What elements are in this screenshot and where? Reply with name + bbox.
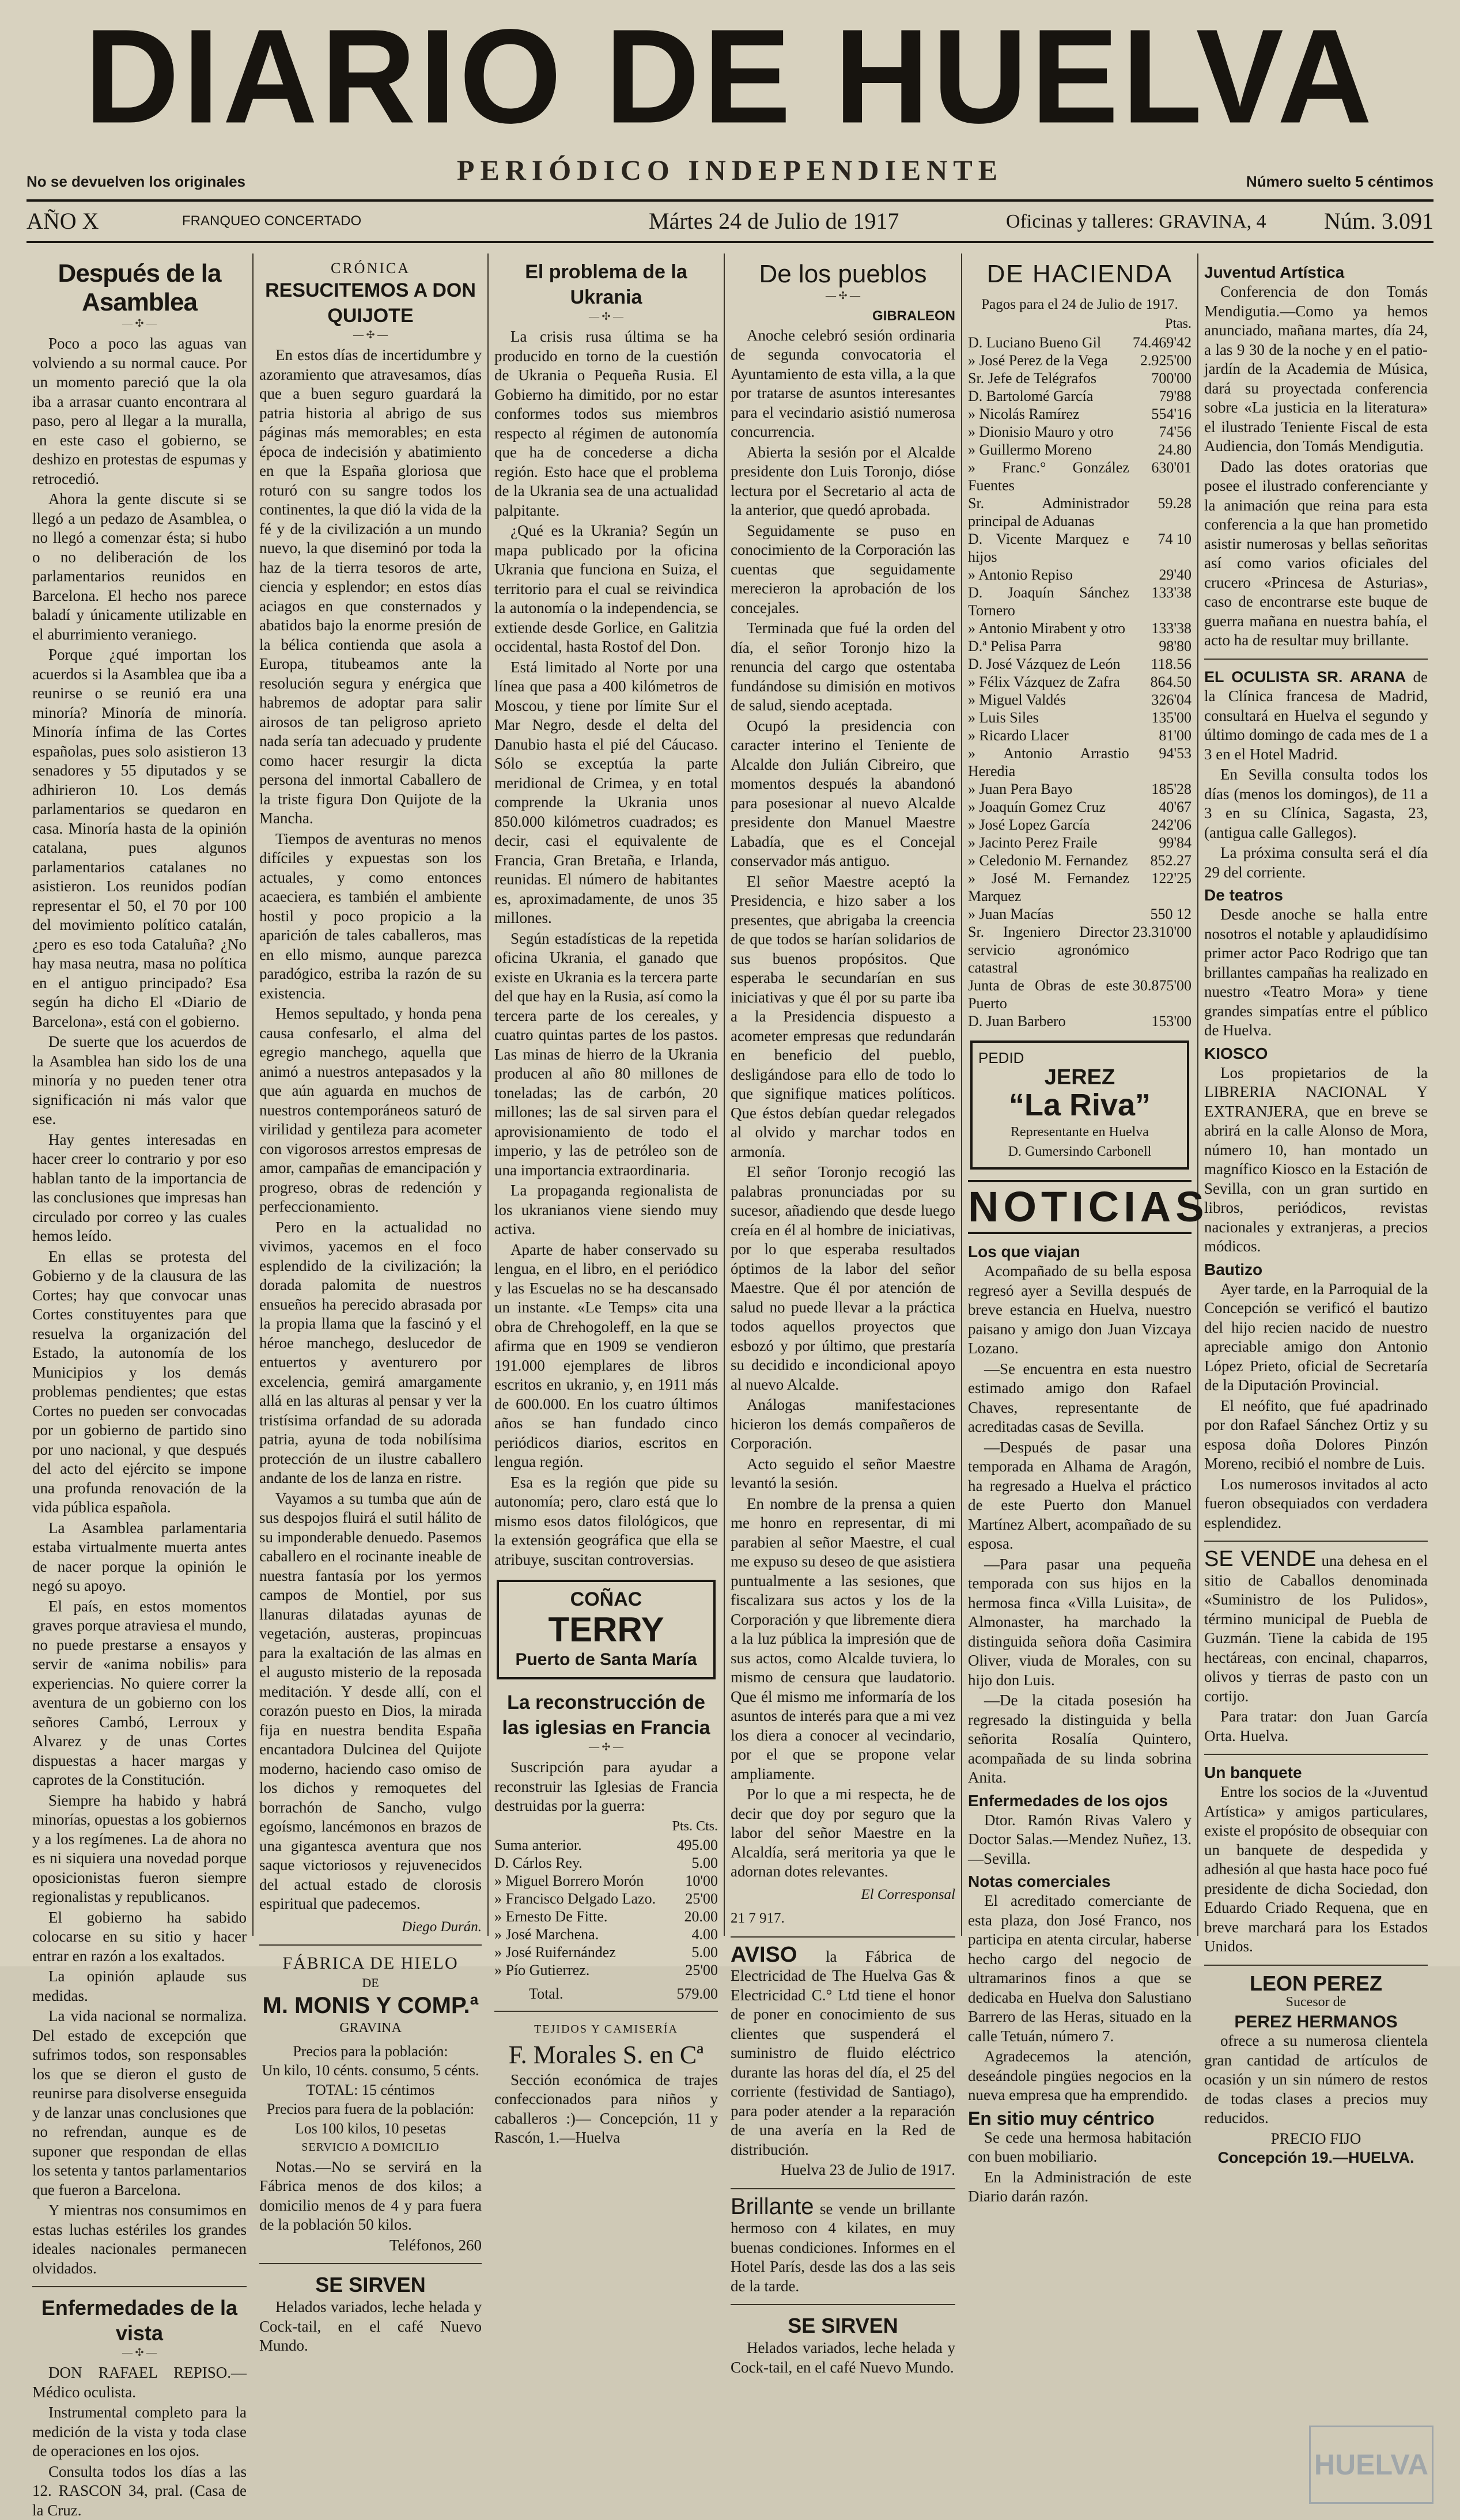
table-row bbox=[968, 655, 1192, 673]
morales-ad bbox=[494, 2020, 718, 2071]
paragraph: —De la citada posesión ha regresado la distinguida y bella señorita Rosalía Quintero, acompañada de su linda sobrina Anita. bbox=[968, 1691, 1192, 1788]
ice-factory-ad bbox=[259, 1954, 482, 2158]
table-row bbox=[968, 905, 1192, 923]
paragraph: En nombre de la prensa a quien me honro en representar, di mi parabien al señor Maestre, el cual me expuso su deseo de que asistiera puntualmente a las sesiones, que fiscalizara sus actos y los de la Corporación y que libremente diera a la luz pública la impresión que de sus actos, como Alcalde tuviera, lo mismo de censura que laudatorio. Que él mismo me informaría de los asuntos de interés para que a mi vez los diera a conocer al vecindario, por el que se propone velar ampliamente. bbox=[731, 1494, 955, 1784]
payee-name: » Miguel Valdés bbox=[968, 691, 1129, 709]
payments-intro: Pagos para el 24 de Julio de 1917. bbox=[968, 295, 1192, 315]
vende-notice bbox=[1204, 1550, 1428, 1706]
paragraph: La opinión aplaude sus medidas. bbox=[32, 1967, 247, 2006]
article-headline: Enfermedades de la vista bbox=[32, 2295, 247, 2346]
originals-note: No se devuelven los originales bbox=[27, 173, 245, 191]
oculist-text: de la Clínica francesa de Madrid, consultará en Huelva el segundo y último domingo de cada mes de 1 a 3 en el Hotel Madrid. bbox=[1204, 668, 1428, 763]
table-row bbox=[968, 530, 1192, 566]
payee-name: » Ricardo Llacer bbox=[968, 727, 1129, 744]
paragraph: Acto seguido el señor Maestre levantó la sesión. bbox=[731, 1455, 955, 1493]
column-1 bbox=[27, 259, 252, 1942]
payment-amount: 99'84 bbox=[1129, 834, 1192, 852]
paragraph: Poco a poco las aguas van volviendo a su normal cauce. Por un momento pareció que la ola iba a arrasar cuanto encontrara al paso, pero al llegar a la muralla, en este caso el gobierno, se deshizo en protestas de espumas y retrocedió. bbox=[32, 334, 247, 489]
paragraph: Hemos sepultado, y honda pena causa confesarlo, el alma del egregio manchego, aquella que animó a nuestros antepasados y la que aún aguarda en muchos de nuestros contemporáneos saturó de virilidad y gentileza para acometer con vigorosos arrestos empresas de amor, campañas de emancipación y progreso, obras de redención y perfeccionamiento. bbox=[259, 1004, 482, 1217]
section-heading: En sitio muy céntrico bbox=[968, 2109, 1192, 2128]
paragraph: —Para pasar una pequeña temporada con sus hijos en la hermosa finca «Villa Luisita», de Almonaster, ha marchado la distinguida señora doña Casimira Oliver, viuda de Morales, con su hijo don Luis. bbox=[968, 1555, 1192, 1690]
payment-amount: 98'80 bbox=[1129, 637, 1192, 655]
payments-table bbox=[968, 334, 1192, 1030]
payee-name: D. Luciano Bueno Gil bbox=[968, 334, 1129, 351]
column-4 bbox=[725, 259, 961, 1942]
table-row: D. Cárlos Rey. 5.00 bbox=[494, 1854, 718, 1872]
paragraph: El señor Maestre aceptó la Presidencia, e hizo saber a los presentes, que abrigaba la creencia de que todos se harían solidarios de sus buenos propósitos. Que esperaba le secundarían en sus iniciativas y que él por su parte iba a la Presidencia dispuesto a acometer empresas que redundarán en beneficio del pueblo, desligándose para ello de todo lo que signifique matices políticos. Que éstos debían quedar relegados al olvido y marchar todos en armonía. bbox=[731, 872, 955, 1162]
table-row bbox=[968, 923, 1192, 977]
table-row: » Ernesto De Fitte. 20.00 bbox=[494, 1908, 718, 1925]
ad-total: TOTAL: 15 céntimos bbox=[259, 2080, 482, 2100]
separator bbox=[1204, 1754, 1428, 1755]
ad-line: Puerto de Santa María bbox=[505, 1650, 708, 1670]
payment-amount: 79'88 bbox=[1129, 387, 1192, 405]
paragraph: Siempre ha habido y habrá minorías, opuestas a los gobiernos y a los regímenes. La de ahora no es ni siquiera una novedad porque oposicionistas fueron siempre regionalistas y republicanos. bbox=[32, 1791, 247, 1907]
table-row bbox=[968, 744, 1192, 780]
payee-name: » Antonio Mirabent y otro bbox=[968, 619, 1129, 637]
ad-jerez: JEREZ bbox=[978, 1068, 1181, 1088]
payee-name: Junta de Obras de este Puerto bbox=[968, 977, 1129, 1012]
payee-name: D.ª Pelisa Parra bbox=[968, 637, 1129, 655]
paragraph: La propaganda regionalista de los ukranianos viene siendo muy activa. bbox=[494, 1181, 718, 1239]
paragraph: El gobierno ha sabido colocarse en su sitio y hacer entrar en razón a los exaltados. bbox=[32, 1908, 247, 1966]
separator bbox=[731, 2304, 955, 2305]
separator bbox=[1204, 659, 1428, 660]
paragraph: ofrece a su numerosa clientela gran cantidad de artículos de ocasión y un sin número de restos de todas clases a precios muy reducidos. bbox=[1204, 2031, 1428, 2128]
ad-price: PRECIO FIJO bbox=[1204, 2129, 1428, 2149]
table-row bbox=[968, 441, 1192, 459]
table-row bbox=[968, 834, 1192, 852]
payee-name: Sr. Administrador principal de Aduanas bbox=[968, 494, 1129, 530]
ad-rep: Representante en Huelva bbox=[978, 1123, 1181, 1142]
separator bbox=[259, 1944, 482, 1946]
table-row bbox=[968, 334, 1192, 351]
column-5 bbox=[962, 259, 1197, 1942]
paragraph: El país, en estos momentos graves porque atraviesa el mundo, no puede prestarse a ensayos y servir de «anima nobilis» para experiencias. No quiere correr la aventura de un gobierno con los señores Cambó, Lerroux y Alvarez y de unas Cortes dispuestas a hacer margas y caprotes de la Constitución. bbox=[32, 1597, 247, 1790]
ornament: — ✣ — bbox=[32, 2347, 247, 2358]
table-row bbox=[968, 387, 1192, 405]
ad-pedid: PEDID bbox=[978, 1049, 1181, 1068]
section-kicker: CRÓNICA bbox=[259, 259, 482, 278]
table-row: » José Ruifernández 5.00 bbox=[494, 1943, 718, 1961]
payment-amount: 23.310'00 bbox=[1129, 923, 1192, 977]
paragraph: La vida nacional se normaliza. Del estado de excepción que sufrimos todos, son responsables los que se dieron el gusto de reunirse para disolverse enseguida y de lanzar unas conclusiones que no refrendan, aunque es de suponer que respondan de ellas los setenta y tantos parlamentarios que fueron a Barcelona. bbox=[32, 2007, 247, 2200]
payee-name: » Guillermo Moreno bbox=[968, 441, 1129, 459]
paragraph: Y mientras nos consumimos en estas luchas estériles los grandes ideales nacionales permanecen olvidados. bbox=[32, 2201, 247, 2278]
paragraph: Anoche celebró sesión ordinaria de segunda convocatoria el Ayuntamiento de esta villa, a la que por tratarse de asuntos interesantes para el vecindario asistió numerosa concurrencia. bbox=[731, 326, 955, 442]
payment-amount: 326'04 bbox=[1129, 691, 1192, 709]
paragraph: Helados variados, leche helada y Cock-tail, en el café Nuevo Mundo. bbox=[259, 2298, 482, 2356]
table-row bbox=[968, 619, 1192, 637]
payment-amount: 74.469'42 bbox=[1129, 334, 1192, 351]
payee-name: » Juan Macías bbox=[968, 905, 1129, 923]
paragraph: La próxima consulta será el día 29 del corriente. bbox=[1204, 843, 1428, 882]
paragraph: Instrumental completo para la medición de la vista y toda clase de operaciones en los ojos. bbox=[32, 2403, 247, 2461]
paragraph: Sección económica de trajes confeccionados para niños y caballeros :)— Concepción, 11 y Rascón, 1.—Huelva bbox=[494, 2071, 718, 2148]
masthead-rule-top bbox=[27, 199, 1433, 202]
paragraph: En ellas se protesta del Gobierno y de la clausura de las Cortes; hay que convocar unas Cortes constituyentes para que resuelva la organización del Estado, la autonomía de los Municipios y los demás problemas pendientes; que estas Cortes no pueden ser convocadas por un gobierno de partido sino por uno nacional, y que después del acto del ejército se impone una profunda renovación de la vida pública española. bbox=[32, 1247, 247, 1518]
payment-amount: 153'00 bbox=[1129, 1012, 1192, 1030]
separator bbox=[1204, 1965, 1428, 1966]
separator bbox=[32, 2286, 247, 2287]
section-heading: Notas comerciales bbox=[968, 1872, 1192, 1891]
ad-name: LEON PEREZ bbox=[1204, 1974, 1428, 1993]
paragraph: En la Administración de este Diario darán razón. bbox=[968, 2168, 1192, 2207]
table-row bbox=[968, 780, 1192, 798]
payment-amount: 2.925'00 bbox=[1129, 351, 1192, 369]
payments-unit: Ptas. bbox=[968, 315, 1192, 334]
payment-amount: 133'38 bbox=[1129, 619, 1192, 637]
noticias-headline: NOTICIAS bbox=[968, 1180, 1192, 1234]
payee-name: D. Vicente Marquez e hijos bbox=[968, 530, 1129, 566]
payee-name: » Jacinto Perez Fraile bbox=[968, 834, 1129, 852]
terry-ad bbox=[497, 1580, 716, 1679]
separator bbox=[259, 2263, 482, 2264]
ornament: — ✣ — bbox=[494, 1742, 718, 1752]
section-heading: KIOSCO bbox=[1204, 1044, 1428, 1064]
paragraph: Notas.—No se servirá en la Fábrica menos de dos kilos; a domicilio menos de 4 y para fuera de la población 50 kilos. bbox=[259, 2158, 482, 2235]
payment-amount: 30.875'00 bbox=[1129, 977, 1192, 1012]
payee-name: » Celedonio M. Fernandez bbox=[968, 852, 1129, 869]
table-row bbox=[968, 852, 1192, 869]
payment-amount: 550 12 bbox=[1129, 905, 1192, 923]
paragraph: Terminada que fué la orden del día, el señor Toronjo hizo la renuncia del cargo que ostentaba fundándose su dimisión en motivos de salud, siendo aceptada. bbox=[731, 619, 955, 716]
payment-amount: 94'53 bbox=[1129, 744, 1192, 780]
payment-amount: 864.50 bbox=[1129, 673, 1192, 691]
paragraph: La crisis rusa última se ha producido en torno de la cuestión de Ukrania o Pequeña Rusia. El Gobierno ha dimitido, por no estar conformes todos sus miembros respecto al régimen de autonomía que ha de concederse a dicha región. Esto hace que el problema de la Ukrania sea de una actualidad palpitante. bbox=[494, 327, 718, 520]
table-row bbox=[968, 869, 1192, 905]
paragraph: Dado las dotes oratorias que posee el ilustrado conferenciante y la animación que reina para esta conferencia a la que han prometido asistir numerosas y bellas señoritas así como varios oficiales del crucero «Princesa de Asturias», caso de encontrarse este buque de guerra mañana en nuestra bahía, el acto ha de resultar muy brillante. bbox=[1204, 457, 1428, 650]
paragraph: Seguidamente se puso en conocimiento de la Corporación las cuentas que seguidamente merecieron la aprobación de los concejales. bbox=[731, 521, 955, 618]
paragraph: El neófito, que fué apadrinado por don Rafael Sánchez Ortiz y su esposa doña Dolores Pinzón Moreno, recibió el nombre de Luis. bbox=[1204, 1397, 1428, 1474]
brillante-notice bbox=[731, 2197, 955, 2296]
masthead-rule-bottom bbox=[27, 241, 1433, 243]
table-row: » José Marchena. 4.00 bbox=[494, 1925, 718, 1943]
section-heading: Los que viajan bbox=[968, 1242, 1192, 1262]
table-row bbox=[968, 566, 1192, 584]
la-riva-ad bbox=[970, 1040, 1189, 1170]
aviso-title: AVISO bbox=[731, 1943, 797, 1967]
paragraph: —Después de pasar una temporada en Alhama de Aragón, ha regresado a Huelva el práctico de este Puerto don Manuel Martínez Albert, acompañado de su esposa. bbox=[968, 1438, 1192, 1554]
ornament: — ✣ — bbox=[32, 318, 247, 328]
place-name: GIBRALEON bbox=[731, 307, 955, 326]
section-heading: Juventud Artística bbox=[1204, 263, 1428, 282]
table-row bbox=[968, 673, 1192, 691]
payee-name: » Joaquín Gomez Cruz bbox=[968, 798, 1129, 816]
payment-amount: 185'28 bbox=[1129, 780, 1192, 798]
ad-address: Concepción 19.—HUELVA. bbox=[1204, 2148, 1428, 2168]
brillante-text: se vende un brillante hermoso con 4 kilates, en muy buenas condiciones. Informes en el Hotel París, desde las dos a las seis de la tarde. bbox=[731, 2200, 955, 2295]
ad-local-prices: Precios para la población: bbox=[259, 2042, 482, 2061]
year: AÑO X bbox=[27, 207, 99, 234]
payee-name: Sr. Jefe de Telégrafos bbox=[968, 369, 1129, 387]
paragraph: ¿Qué es la Ukrania? Según un mapa publicado por la oficina Ukrania que funciona en Suiza, el territorio para el cual se reivindica la autonomía o la independencia, se extiende desde Gorlice, en Galitzia occidental, hasta Rostof del Don. bbox=[494, 521, 718, 657]
payee-name: Sr. Ingeniero Director servicio agronómico catastral bbox=[968, 923, 1129, 977]
article-headline: Después de la Asamblea bbox=[32, 259, 247, 317]
table-row bbox=[968, 727, 1192, 744]
aviso-text: la Fábrica de Electricidad de The Huelva Gas & Electricidad C.° Ltd tiene el honor de poner en conocimiento de sus clientes que suspenderá el suministro de fluido eléctrico durante las horas del día, el 25 del corriente (festividad de Santiago), para poder atender a la reparación de una avería en la Red de distribución. bbox=[731, 1948, 955, 2158]
vende-text: una dehesa en el sitio de Caballos denominada «Suministro de los Pulidos», término municipal de Puebla de Guzmán. Tiene la cabida de 195 hectáreas, con encinal, chaparros, olivos y tierras de pasto con un cortijo. bbox=[1204, 1552, 1428, 1705]
section-heading: Bautizo bbox=[1204, 1260, 1428, 1280]
article-headline: El problema de la Ukrania bbox=[494, 259, 718, 310]
payment-amount: 630'01 bbox=[1129, 459, 1192, 494]
payment-amount: 852.27 bbox=[1129, 852, 1192, 869]
sirven-headline: SE SIRVEN bbox=[731, 2313, 955, 2339]
paragraph: Aparte de haber conservado su lengua, en el libro, en el periódico y las Escuelas no se ha descansado un instante. «Le Temps» cita una obra de Chrehogoleff, en la que se afirma que en 1909 se vendieron 191.000 ejemplares de libros escritos en ukranio, y, en 1911 más de 600.000. En los cuatro últimos años se han fundado cinco periódicos diarios, escritos en lengua región. bbox=[494, 1240, 718, 1472]
article-headline: La reconstrucción de las iglesias en Francia bbox=[494, 1690, 718, 1740]
table-row bbox=[968, 1012, 1192, 1030]
sirven-headline: SE SIRVEN bbox=[259, 2272, 482, 2298]
paragraph: Tiempos de aventuras no menos difíciles y expuestas son los actuales, y como entonces acaeciera, es también el ambiente hostil y poco propicio a la aparición de tales caballeros, mas en ello mismo, aunque parezca paradógico, estriba la razón de su existencia. bbox=[259, 830, 482, 1004]
ad-company: PEREZ HERMANOS bbox=[1204, 2012, 1428, 2032]
brillante-title: Brillante bbox=[731, 2194, 814, 2219]
table-row bbox=[968, 494, 1192, 530]
separator bbox=[494, 2011, 718, 2012]
ad-kicker: TEJIDOS Y CAMISERÍA bbox=[494, 2020, 718, 2040]
payee-name: » José Perez de la Vega bbox=[968, 351, 1129, 369]
leon-perez-ad bbox=[1204, 1974, 1428, 2032]
payment-amount: 24.80 bbox=[1129, 441, 1192, 459]
table-row bbox=[968, 977, 1192, 1012]
aviso-date: Huelva 23 de Julio de 1917. bbox=[731, 2160, 955, 2180]
paragraph: Desde anoche se halla entre nosotros el notable y aplaudidísimo primer actor Paco Rodrigo que tan brillantes campañas ha realizado en nuestro «Teatro Mora» y tiene grandes simpatías entre el público de Huelva. bbox=[1204, 905, 1428, 1040]
price-note: Número suelto 5 céntimos bbox=[1246, 173, 1433, 191]
ad-service: SERVICIO A DOMICILIO bbox=[259, 2138, 482, 2158]
masthead bbox=[27, 0, 1433, 219]
signature: Diego Durán. bbox=[259, 1917, 482, 1937]
table-row: Suma anterior. 495.00 bbox=[494, 1836, 718, 1854]
paragraph: Entre los socios de la «Juventud Artística» y amigos particulares, existe el propósito de obsequiar con un banquete de despedida y adhesión al que hasta hace poco fué presidente de dicha Sociedad, don Eduardo Criado Requena, que en breve marchará para los Estados Unidos. bbox=[1204, 1783, 1428, 1957]
paragraph: Para tratar: don Juan García Orta. Huelva. bbox=[1204, 1707, 1428, 1746]
paragraph: Vayamos a su tumba que aún de sus despojos fluirá el sutil hálito de su imponderable denuedo. Pasemos caballero en el rocinante ineable de nuestra fantasía por los yermos campos de Montiel, por sus llanuras dilatadas ayunas de vegetación, austeras, propincuas para la exaltación de las almas en el augusto misterio de la reposada meditación. Y desde allí, con el corazón puesto en Dios, la mirada fija en nuestra bendita España encantadora Dulcinea del Quijote moderno, haciendo caso omiso de los dichos y remoquetes del borrachón de Sancho, vulgo egoísmo, lancémonos en brazos de una gigantesca aventura que nos saque victoriosos y rejuvenecidos del actual estado de clorosis espiritual que padecemos. bbox=[259, 1489, 482, 1914]
ad-brand: TERRY bbox=[505, 1610, 708, 1650]
archive-watermark-logo: HUELVA bbox=[1309, 2426, 1433, 2504]
section-heading: Enfermedades de los ojos bbox=[968, 1791, 1192, 1811]
table-row bbox=[968, 798, 1192, 816]
ornament: — ✣ — bbox=[494, 311, 718, 321]
separator bbox=[731, 1936, 955, 1938]
report-date: 21 7 917. bbox=[731, 1909, 955, 1928]
payment-amount: 135'00 bbox=[1129, 709, 1192, 727]
paragraph: Consulta todos los días a las 12. RASCON 34, pral. (Casa de la Cruz. bbox=[32, 2462, 247, 2520]
payee-name: » José M. Fernandez Marquez bbox=[968, 869, 1129, 905]
article-headline: RESUCITEMOS A DON QUIJOTE bbox=[259, 278, 482, 328]
ad-de: DE bbox=[259, 1973, 482, 1993]
table-row bbox=[968, 709, 1192, 727]
paragraph: El señor Toronjo recogió las palabras pronunciadas por su sucesor, añadiendo que desde luego creía en él al hombre de iniciativas, por lo que esperaba resultados óptimos de la labor del señor Maestre. Que él por atención de salud no puede llevar a la práctica todos aquellos proyectos que esbozó y por último, que prestaría su decidido e incondicional apoyo al nuevo Alcalde. bbox=[731, 1163, 955, 1394]
payee-name: D. Juan Barbero bbox=[968, 1012, 1129, 1030]
payment-amount: 81'00 bbox=[1129, 727, 1192, 744]
ornament: — ✣ — bbox=[731, 290, 955, 301]
payee-name: » José Lopez García bbox=[968, 816, 1129, 834]
ad-title: FÁBRICA DE HIELO bbox=[259, 1954, 482, 1973]
payee-name: » Dionisio Mauro y otro bbox=[968, 423, 1129, 441]
ad-outside-price: Los 100 kilos, 10 pesetas bbox=[259, 2119, 482, 2139]
paragraph: Pero en la actualidad no vivimos, yacemos en el foco esplendido de la civilización; la dorada palomita de nuestros ensueños ha perecido abrasada por la propia llama que la fascinó y el héroe manchego, deslucedor de entuertos y aventurero por excelencia, gemirá amargamente allá en las alturas al pensar y ver la tristísima orfandad de su adorada patria, ayuna de toda nobilísima protección de un ilustre caballero andante de los de lanza en ristre. bbox=[259, 1218, 482, 1488]
table-row bbox=[968, 423, 1192, 441]
ad-company: F. Morales S. en Cª bbox=[494, 2040, 718, 2071]
paragraph: Dtor. Ramón Rivas Valero y Doctor Salas.—Mendez Nuñez, 13.—Sevilla. bbox=[968, 1811, 1192, 1869]
paragraph: Según estadísticas de la repetida oficina Ukrania, el ganado que existe en Ukrania es la tercera parte del que hay en la Rusia, así como la tercera parte de los cereales, y cuatro quintas partes de los pastos. Las minas de hierro de la Ukrania producen al año 80 millones de toneladas; las de carbón, 20 millones; las de sal sirven para el aprovisionamiento de todo el imperio, y las de petróleo son de una importancia extraordinaria. bbox=[494, 929, 718, 1180]
table-row: Total. 579.00 bbox=[494, 1979, 718, 2003]
payment-amount: 40'67 bbox=[1129, 798, 1192, 816]
oculist-notice bbox=[1204, 668, 1428, 765]
payment-amount: 118.56 bbox=[1129, 655, 1192, 673]
payment-amount: 133'38 bbox=[1129, 584, 1192, 619]
column-2 bbox=[254, 259, 487, 1942]
table-row: » Pío Gutierrez. 25'00 bbox=[494, 1961, 718, 1979]
issue-number: Núm. 3.091 bbox=[1324, 207, 1433, 234]
section-heading: Un banquete bbox=[1204, 1763, 1428, 1783]
payee-name: » Nicolás Ramírez bbox=[968, 405, 1129, 423]
separator bbox=[1204, 1541, 1428, 1542]
dateline bbox=[27, 206, 1433, 239]
signature: El Corresponsal bbox=[731, 1885, 955, 1905]
payee-name: » Antonio Arrastio Heredia bbox=[968, 744, 1129, 780]
paragraph: Esa es la región que pide su autonomía; pero, claro está que lo mismo esos datos filológicos, que la extensión geográfica que ella se atribuye, suscitan controversias. bbox=[494, 1473, 718, 1570]
ad-outside-prices: Precios para fuera de la población: bbox=[259, 2099, 482, 2119]
table-row: » Miguel Borrero Morón 10'00 bbox=[494, 1872, 718, 1890]
table-row bbox=[968, 459, 1192, 494]
payee-name: D. José Vázquez de León bbox=[968, 655, 1129, 673]
ad-place: GRAVINA bbox=[259, 2019, 482, 2038]
payment-amount: 242'06 bbox=[1129, 816, 1192, 834]
issue-date: Mártes 24 de Julio de 1917 bbox=[649, 207, 899, 234]
paragraph: En estos días de incertidumbre y azoramiento que atravesamos, días que a buen seguro guardará la patria historia al abrigo de sus páginas más memorables; en esta época de indecisión y abatimiento en que la España gloriosa que roturó con su sangre todos los continentes, la que dió la vida de la fé y de la civilización a un mundo nuevo, la que diseminó por toda la haz de la tierra tesoros de arte, ciencia y esplendor; en estos días aciagos en que consternados y abatidos bajo la enorme presión de la bélica contienda que asola a Europa, titubeamos ante la resolución segura y enérgica que habremos de adoptar para salir airosos de tan peligroso aprieto nada sería tan adecuado y prudente como hacer resurgir la dicta persona del inmortal Caballero de la triste figura Don Quijote de la Mancha. bbox=[259, 346, 482, 828]
ad-brand: “La Riva” bbox=[978, 1087, 1181, 1123]
article-headline: De los pueblos bbox=[731, 259, 955, 289]
ad-local-price: Un kilo, 10 cénts. consumo, 5 cénts. bbox=[259, 2061, 482, 2080]
offices: Oficinas y talleres: GRAVINA, 4 bbox=[1006, 211, 1266, 233]
paragraph: Por lo que a mi respecta, he de decir que doy por seguro que la labor del señor Maestre en la Alcaldía, será meritoria ya que le adornan dotes relevantes. bbox=[731, 1785, 955, 1882]
paragraph: Porque ¿qué importan los acuerdos si la Asamblea que iba a reunirse o se reunió era una minoría? Minoría de minoría. Minoría ínfima de las Cortes españolas, pues solo asistieron 13 senadores y 55 diputados y se adhirieron 10. Los demás parlamentarios se quedaron en casa. Minoría hasta de la opinión catalana, pues algunos parlamentarios catalanes no asistieron. Los reunidos podían representar el 50, el 70 por 100 del movimiento político catalán, ¿pero es eso toda Cataluña? ¿No hay masa neutra, masa no política en el antiguo principado? Esa según ha dicho El «Diario de Barcelona», está con el gobierno. bbox=[32, 645, 247, 1031]
ad-rep-name: D. Gumersindo Carbonell bbox=[978, 1142, 1181, 1162]
newspaper-subtitle: PERIÓDICO INDEPENDIENTE bbox=[27, 153, 1433, 187]
paragraph: Suscripción para ayudar a reconstruir las Iglesias de Francia destruidas por la guerra: bbox=[494, 1758, 718, 1816]
paragraph: Abierta la sesión por el Alcalde presidente don Luis Toronjo, dióse lectura por el Secretario al acta de la anterior, que quedó aprobada. bbox=[731, 443, 955, 520]
payment-amount: 74'56 bbox=[1129, 423, 1192, 441]
table-row bbox=[968, 816, 1192, 834]
paragraph: Ocupó la presidencia con caracter interino el Teniente de Alcalde don Julián Cibreiro, que momentos después la abandonó para posesionar al nuevo Alcalde presidente don Manuel Maestre Labadía, que es el Concejal conservador más antiguo. bbox=[731, 717, 955, 871]
paragraph: Se cede una hermosa habitación con buen mobiliario. bbox=[968, 2128, 1192, 2167]
paragraph: Acompañado de su bella esposa regresó ayer a Sevilla después de breve estancia en Huelva, nuestro paisano y amigo don Juan Vizcaya Lozano. bbox=[968, 1262, 1192, 1359]
payee-name: » Félix Vázquez de Zafra bbox=[968, 673, 1129, 691]
paragraph: Helados variados, leche helada y Cock-tail, en el café Nuevo Mundo. bbox=[731, 2339, 955, 2377]
aviso-notice bbox=[731, 1946, 955, 2160]
table-row bbox=[968, 691, 1192, 709]
separator bbox=[731, 2188, 955, 2189]
paragraph: Ahora la gente discute si se llegó a un pedazo de Asamblea, o no llegó a comenzar ésta; si hubo o no deliberación de los parlamentarios reunidos en Barcelona. El hecho nos parece baladí y únicamente utilizable en el aburrimiento veraniego. bbox=[32, 490, 247, 644]
paragraph: Hay gentes interesadas en hacer creer lo contrario y por eso hablan tanto de la importancia de las conclusiones que impresas han circulado por correo y las cuales hemos leído. bbox=[32, 1130, 247, 1246]
paragraph: Agradecemos la atención, deseándole pingües negocios en la nueva empresa que ha emprendido. bbox=[968, 2047, 1192, 2105]
table-row bbox=[968, 369, 1192, 387]
article-headline: DE HACIENDA bbox=[968, 259, 1192, 289]
paragraph: Está limitado al Norte por una línea que pasa a 400 kilómetros de Moscou, y tiene por límite Sur el Mar Negro, desde el delta del Danubio hasta el pié del Cáucaso. Sólo se exceptúa la parte meridional de Crimea, y en total comprende la Ukrania unos 850.000 kilómetros cuadrados; es decir, casi el equivalente de Francia, Gran Bretaña, e Irlanda, reunidas. El número de habitantes es, aproximadamente, de unos 35 millones. bbox=[494, 658, 718, 928]
ad-sucesor: Sucesor de bbox=[1204, 1993, 1428, 2012]
paragraph: Conferencia de don Tomás Mendigutia.—Como ya hemos anunciado, mañana martes, día 24, a las 9 30 de la noche y en el patio-jardín de la Academia de Música, dará su proyectada conferencia sobre «La justicia en la literatura» el ilustrado Teniente Fiscal de esta Audiencia, don Tomás Mendigutia. bbox=[1204, 282, 1428, 456]
paragraph: De suerte que los acuerdos de la Asamblea han sido los de una minoría y no pueden tener otra significación ni más valor que ese. bbox=[32, 1032, 247, 1129]
payee-name: » Franc.° González Fuentes bbox=[968, 459, 1129, 494]
table-row bbox=[968, 584, 1192, 619]
oculist-title: EL OCULISTA SR. ARANA bbox=[1204, 668, 1406, 686]
vende-title: SE VENDE bbox=[1204, 1547, 1316, 1571]
paragraph: Análogas manifestaciones hicieron los demás compañeros de Corporación. bbox=[731, 1395, 955, 1454]
payee-name: D. Bartolomé García bbox=[968, 387, 1129, 405]
ad-line: COÑAC bbox=[505, 1590, 708, 1610]
payee-name: D. Joaquín Sánchez Tornero bbox=[968, 584, 1129, 619]
table-row bbox=[968, 637, 1192, 655]
paragraph: En Sevilla consulta todos los días (menos los domingos), de 11 a 3 en su Clínica, Sagasta, 23, (antigua calle Gallegos). bbox=[1204, 765, 1428, 842]
section-heading: De teatros bbox=[1204, 886, 1428, 905]
column-3 bbox=[489, 259, 724, 1942]
payee-name: » Luis Siles bbox=[968, 709, 1129, 727]
paragraph: Ayer tarde, en la Parroquial de la Concepción se verificó el bautizo del hijo recien nacido de nuestro apreciable amigo don Antonio López Prieto, oficial de Secretaría de la Diputación Provincial. bbox=[1204, 1280, 1428, 1395]
payment-amount: 122'25 bbox=[1129, 869, 1192, 905]
payment-amount: 700'00 bbox=[1129, 369, 1192, 387]
payment-amount: 554'16 bbox=[1129, 405, 1192, 423]
table-row: » Francisco Delgado Lazo. 25'00 bbox=[494, 1890, 718, 1908]
subscription-table bbox=[494, 1836, 718, 2003]
paragraph: Los propietarios de la LIBRERIA NACIONAL Y EXTRANJERA, que en breve se abrirá en la calle Alonso de Mora, número 10, han montado un magnífico Kiosco en la Estación de Sevilla, con un gran surtido en libros, periódicos, revistas nacionales y extranjeras, a precios módicos. bbox=[1204, 1064, 1428, 1257]
newspaper-title: DIARIO DE HUELVA bbox=[27, 9, 1433, 145]
paragraph: La Asamblea parlamentaria estaba virtualmente muerta antes de nacer porque la opinión le negó su apoyo. bbox=[32, 1519, 247, 1596]
paragraph: DON RAFAEL REPISO.—Médico oculista. bbox=[32, 2363, 247, 2402]
table-row bbox=[968, 405, 1192, 423]
paragraph: Los numerosos invitados al acto fueron obsequiados con verdadera esplendidez. bbox=[1204, 1475, 1428, 1533]
paragraph: El acreditado comerciante de esta plaza, don José Franco, nos participa en atenta circular, haberse hecho cargo del negocio de ultramarinos finos a que se dedicaba en Huelva don Salustiano Barrero de las Heras, situado en la calle Tetuán, número 7. bbox=[968, 1891, 1192, 2046]
ornament: — ✣ — bbox=[259, 330, 482, 340]
ad-phone: Teléfonos, 260 bbox=[259, 2236, 482, 2256]
franqueo: FRANQUEO CONCERTADO bbox=[182, 213, 361, 229]
payment-amount: 59.28 bbox=[1129, 494, 1192, 530]
subs-header: Pts. Cts. bbox=[494, 1817, 718, 1837]
payee-name: » Juan Pera Bayo bbox=[968, 780, 1129, 798]
table-row bbox=[968, 351, 1192, 369]
payee-name: » Antonio Repiso bbox=[968, 566, 1129, 584]
column-6 bbox=[1198, 259, 1433, 1942]
ad-company: M. MONIS Y COMP.ª bbox=[259, 1992, 482, 2019]
payment-amount: 74 10 bbox=[1129, 530, 1192, 566]
payment-amount: 29'40 bbox=[1129, 566, 1192, 584]
paragraph: —Se encuentra en esta nuestro estimado amigo don Rafael Chaves, representante de acreditadas casas de Sevilla. bbox=[968, 1360, 1192, 1437]
